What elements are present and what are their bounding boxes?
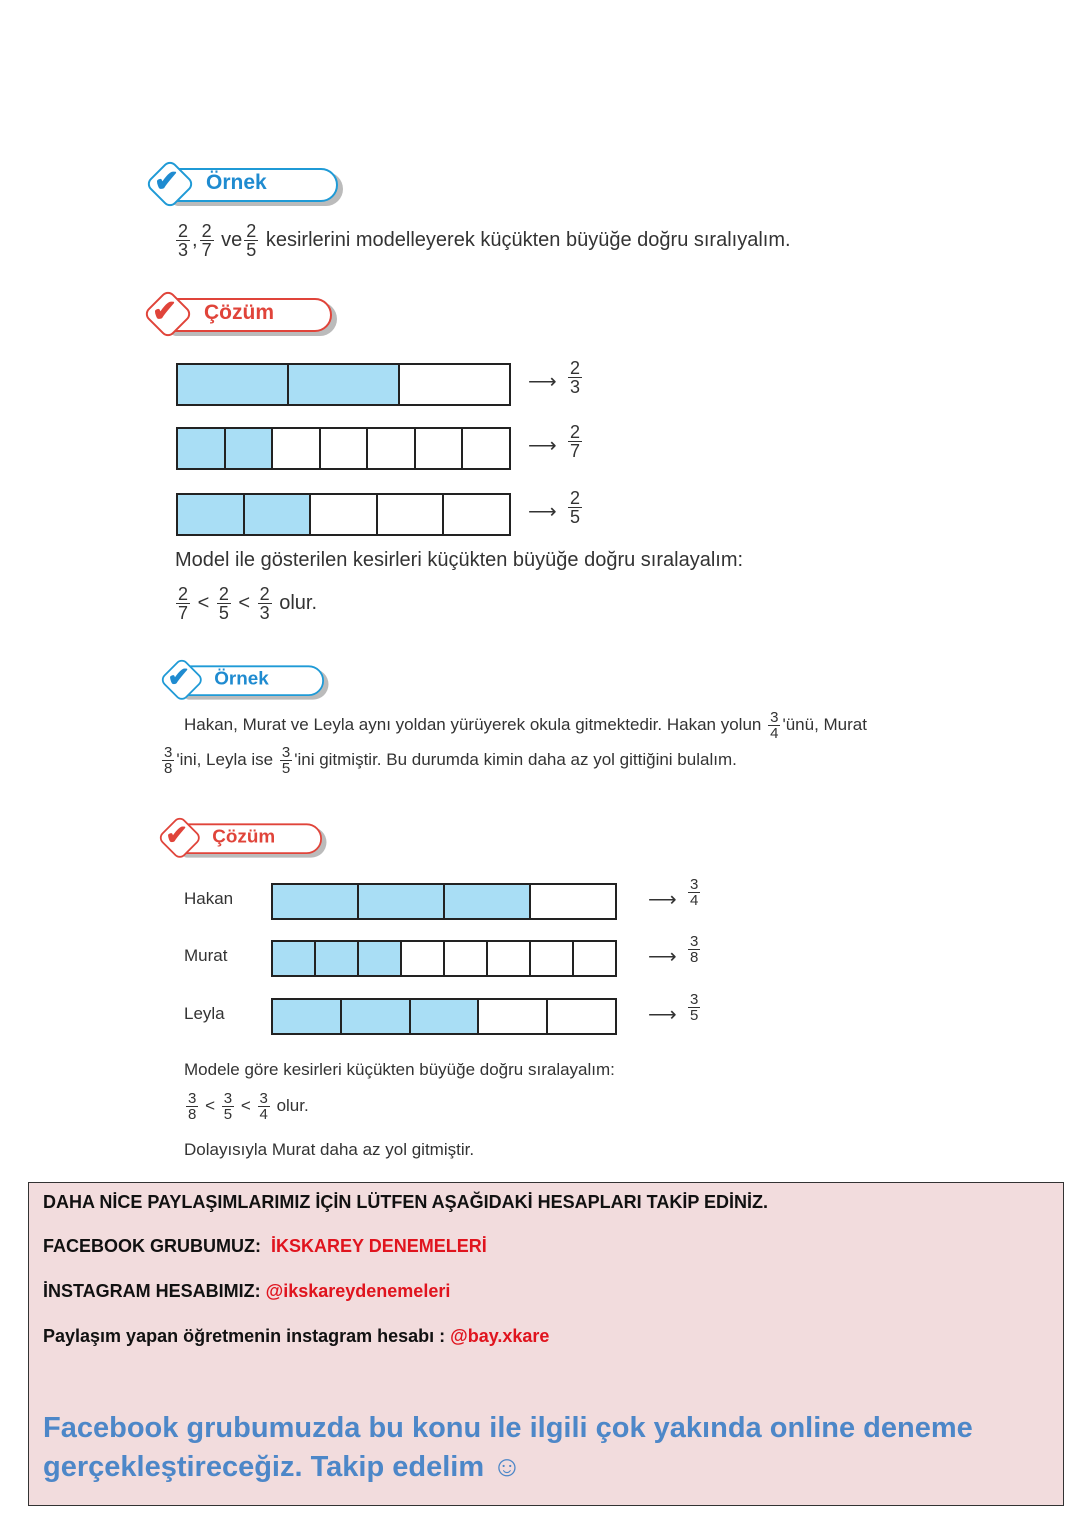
empty-segment [548, 1000, 615, 1033]
arrow-icon: ⟶ [528, 501, 557, 523]
empty-segment [574, 942, 615, 975]
solution1-order: $\frac{2}{7}$ < $\frac{2}{5}$ < $\frac{2}{3}$ olur. [178, 584, 318, 623]
fraction: $\frac{2}{5}$ [246, 221, 257, 260]
empty-segment [400, 365, 509, 404]
filled-segment [273, 942, 316, 975]
arrow-icon: ⟶ [648, 1004, 677, 1026]
fraction-label: $\frac{3}{4}$ [690, 876, 699, 909]
check-icon: ✔ [152, 295, 178, 328]
empty-segment [378, 495, 445, 534]
badge-label: Örnek [206, 171, 267, 194]
badge-label: Çözüm [204, 301, 274, 324]
arrow-icon: ⟶ [648, 946, 677, 968]
fraction-model-bar [271, 883, 617, 920]
filled-segment [273, 885, 359, 918]
arrow-icon: ⟶ [528, 435, 557, 457]
fraction: $\frac{2}{7}$ [201, 221, 212, 260]
empty-segment [402, 942, 445, 975]
badge-label: Çözüm [212, 826, 276, 847]
teacher-instagram-link[interactable]: @bay.xkare [450, 1326, 550, 1346]
filled-segment [289, 365, 400, 404]
empty-segment [479, 1000, 548, 1033]
person-name: Hakan [184, 889, 234, 908]
empty-segment [273, 429, 321, 468]
filled-segment [316, 942, 359, 975]
empty-segment [531, 885, 615, 918]
fraction-model-bar [176, 427, 511, 470]
empty-segment [531, 942, 574, 975]
filled-segment [226, 429, 274, 468]
promo-box [28, 1182, 1064, 1506]
badge-label: Örnek [214, 668, 269, 689]
empty-segment [463, 429, 509, 468]
promo-heading: DAHA NİCE PAYLAŞIMLARIMIZ İÇİN LÜTFEN AŞAĞIDAKİ HESAPLARI TAKİP EDİNİZ. [43, 1192, 769, 1212]
fraction-label: $\frac{2}{5}$ [570, 488, 581, 527]
example1-question: $\frac{2}{3}$ , $\frac{2}{7}$ ve $\frac{2}{5}$ kesirlerini modelleyerek küçükten büyüğe doğru sıralıyalım. [178, 221, 791, 260]
person-name: Murat [184, 946, 228, 965]
filled-segment [445, 885, 531, 918]
empty-segment [445, 942, 488, 975]
filled-segment [359, 885, 445, 918]
facebook-line: FACEBOOK GRUBUMUZ: İKSKAREY DENEMELERİ [43, 1236, 487, 1256]
instagram-link[interactable]: @ikskareydenemeleri [265, 1281, 451, 1301]
facebook-group-link[interactable]: İKSKAREY DENEMELERİ [271, 1236, 487, 1256]
empty-segment [416, 429, 464, 468]
person-name: Leyla [184, 1004, 225, 1023]
solution2-conclusion: Dolayısıyla Murat daha az yol gitmiştir. [184, 1140, 475, 1159]
empty-segment [321, 429, 369, 468]
filled-segment [273, 1000, 342, 1033]
check-icon: ✔ [154, 165, 180, 198]
arrow-icon: ⟶ [528, 371, 557, 393]
solution2-instruction: Modele göre kesirleri küçükten büyüğe doğru sıralayalım: [184, 1060, 615, 1079]
fraction-model-bar [176, 363, 511, 406]
empty-segment [368, 429, 416, 468]
fraction-label: $\frac{3}{8}$ [690, 933, 699, 966]
fraction-model-bar [271, 940, 617, 977]
announcement: Facebook grubumuzda bu konu ile ilgili çok yakında online deneme gerçekleştireceğiz. Takip edelim ☺ [43, 1412, 973, 1483]
filled-segment [342, 1000, 411, 1033]
solution1-instruction: Model ile gösterilen kesirleri küçükten büyüğe doğru sıralayalım: [175, 549, 744, 571]
filled-segment [178, 429, 226, 468]
example2-line2: $\frac{3}{8}$ 'ini, Leyla ise $\frac{3}{5}$ 'ini gitmiştir. Bu durumda kimin daha az yol gittiğini bulalım. [164, 744, 737, 777]
empty-segment [488, 942, 531, 975]
fraction-label: $\frac{2}{7}$ [570, 422, 581, 461]
empty-segment [444, 495, 509, 534]
filled-segment [245, 495, 312, 534]
filled-segment [178, 495, 245, 534]
fraction-label: $\frac{3}{5}$ [690, 991, 699, 1024]
fraction: $\frac{2}{3}$ [178, 221, 189, 260]
fraction-model-bar [271, 998, 617, 1035]
fraction-label: $\frac{2}{3}$ [570, 358, 581, 397]
teacher-line: Paylaşım yapan öğretmenin instagram hesabı : @bay.xkare [43, 1326, 550, 1346]
example2-line1: Hakan, Murat ve Leyla aynı yoldan yürüyerek okula gitmektedir. Hakan yolun $\frac{3}{4}$ 'ünü, Murat [184, 709, 867, 742]
filled-segment [178, 365, 289, 404]
solution2-order: $\frac{3}{8}$ < $\frac{3}{5}$ < $\frac{3}{4}$ olur. [188, 1090, 309, 1123]
filled-segment [359, 942, 402, 975]
check-icon: ✔ [167, 662, 191, 693]
check-icon: ✔ [165, 820, 189, 851]
filled-segment [411, 1000, 480, 1033]
empty-segment [311, 495, 378, 534]
instagram-line: İNSTAGRAM HESABIMIZ: @ikskareydenemeleri [43, 1281, 451, 1301]
arrow-icon: ⟶ [648, 889, 677, 911]
fraction-model-bar [176, 493, 511, 536]
